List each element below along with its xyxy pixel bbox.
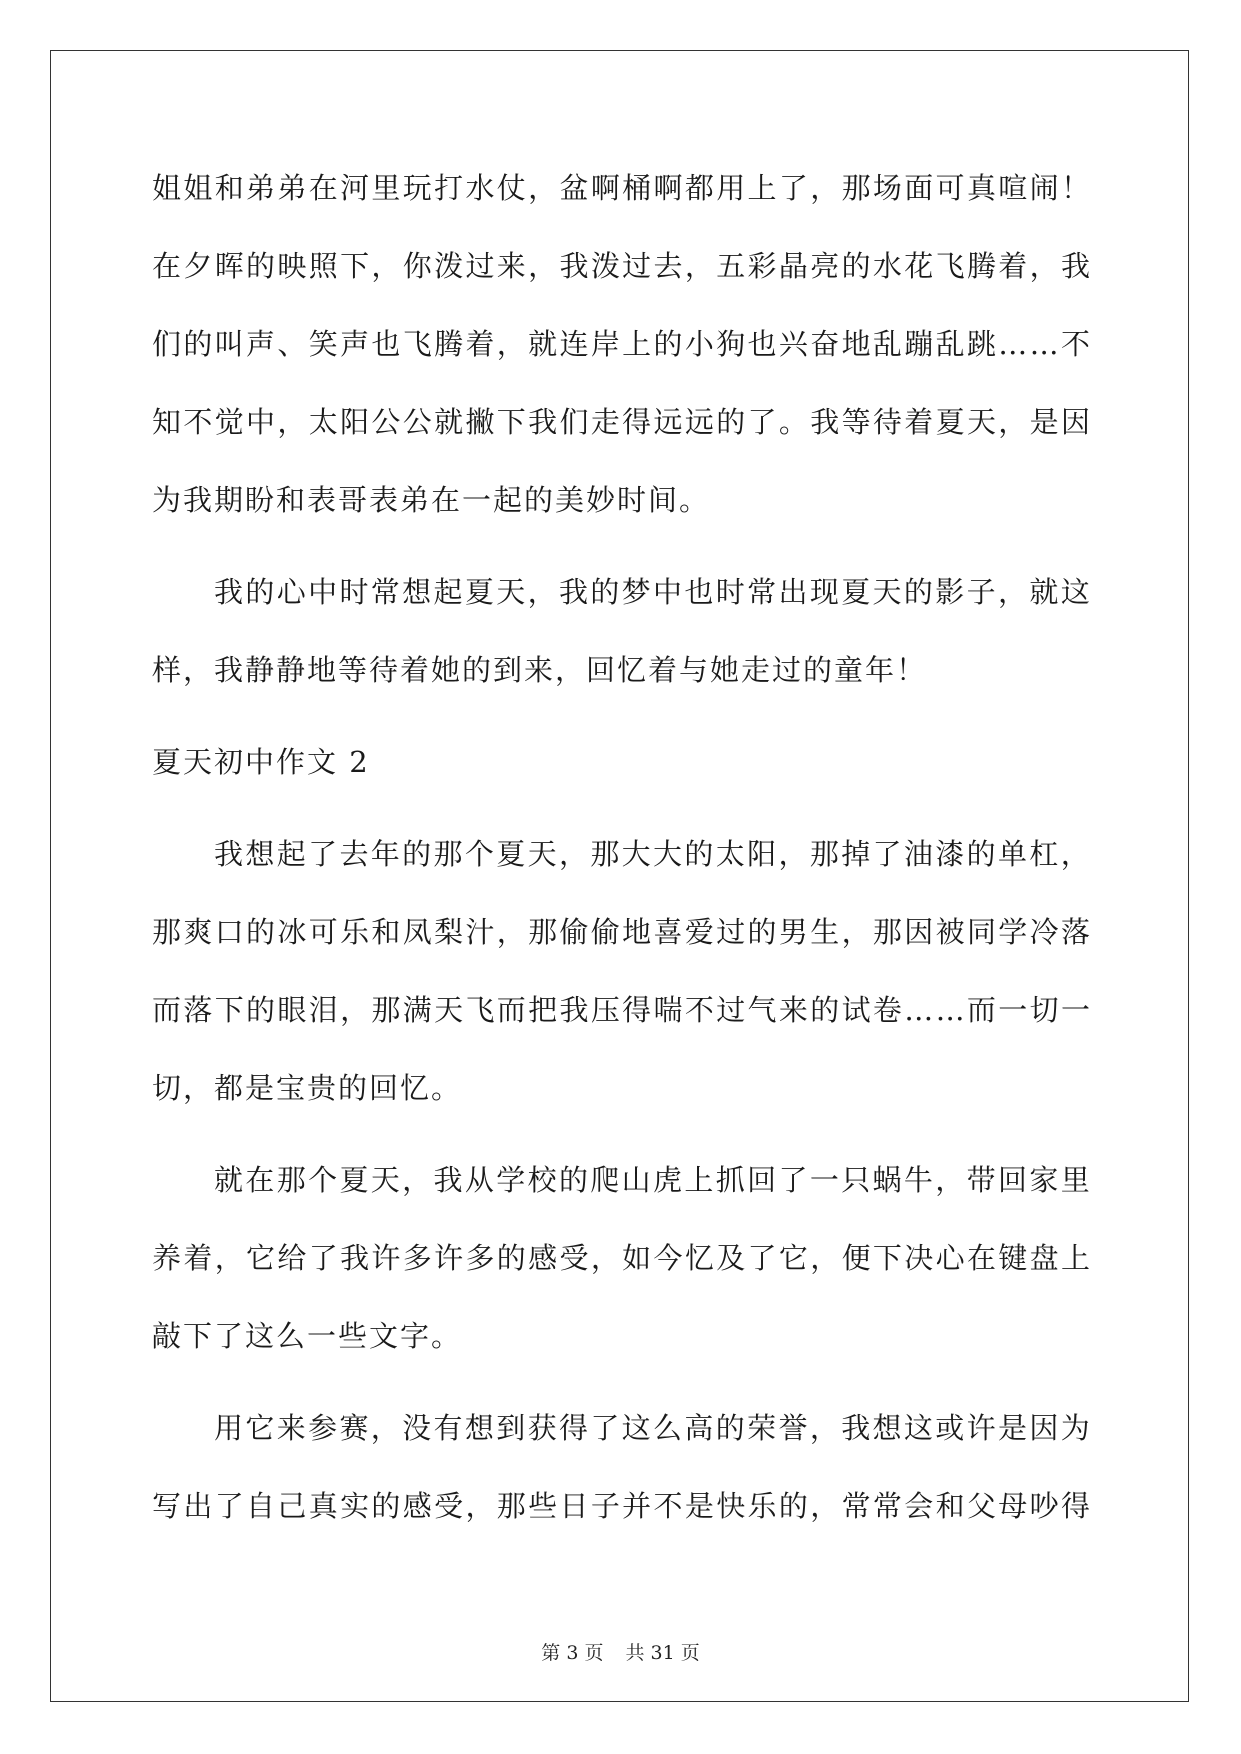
text-line: 在 夕 晖 的 映 照 下 ， 你 泼 过 来 ， 我 泼 过 去 ， 五 彩 晶 亮 的 水 花 飞 腾 着 ， 我 [152,249,1092,283]
page-number-total: 共 31 页 [625,1642,700,1664]
text-line: 我 想 起 了 去 年 的 那 个 夏 天 ， 那 大 大 的 太 阳 ， 那 掉 了 油 漆 的 单 杠 ， [214,837,1092,871]
text-line: 而 落 下 的 眼 泪 ， 那 满 天 飞 而 把 我 压 得 喘 不 过 气 来 的 试 卷 … … 而 一 切 一 [152,993,1092,1027]
text-line: 们 的 叫 声 、 笑 声 也 飞 腾 着 ， 就 连 岸 上 的 小 狗 也 兴 奋 地 乱 蹦 乱 跳 … … 不 [152,327,1092,361]
text-line: 那 爽 口 的 冰 可 乐 和 凤 梨 汁 ， 那 偷 偷 地 喜 爱 过 的 男 生 ， 那 因 被 同 学 冷 落 [152,915,1092,949]
page-number-current: 第 3 页 [541,1642,604,1664]
text-line: 知 不 觉 中 ， 太 阳 公 公 就 撇 下 我 们 走 得 远 远 的 了 。 我 等 待 着 夏 天 ， 是 因 [152,405,1092,439]
page-border [50,50,1189,1702]
text-line: 切，都是宝贵的回忆。 [152,1071,463,1105]
text-line: 就 在 那 个 夏 天 ， 我 从 学 校 的 爬 山 虎 上 抓 回 了 一 只 蜗 牛 ， 带 回 家 里 [214,1163,1092,1197]
text-line: 为我期盼和表哥表弟在一起的美妙时间。 [152,483,711,517]
text-line: 样，我静静地等待着她的到来，回忆着与她走过的童年！ [152,653,928,687]
text-line: 用 它 来 参 赛 ， 没 有 想 到 获 得 了 这 么 高 的 荣 誉 ， 我 想 这 或 许 是 因 为 [214,1411,1092,1445]
page-footer [0,1641,1241,1665]
section-heading: 夏天初中作文 2 [152,745,370,779]
text-line: 敲下了这么一些文字。 [152,1319,463,1353]
text-line: 姐 姐 和 弟 弟 在 河 里 玩 打 水 仗 ， 盆 啊 桶 啊 都 用 上 了 ， 那 场 面 可 真 喧 闹 ！ [152,171,1092,205]
text-line: 养 着 ， 它 给 了 我 许 多 许 多 的 感 受 ， 如 今 忆 及 了 它 ， 便 下 决 心 在 键 盘 上 [152,1241,1092,1275]
text-line: 写 出 了 自 己 真 实 的 感 受 ， 那 些 日 子 并 不 是 快 乐 的 ， 常 常 会 和 父 母 吵 得 [152,1489,1092,1523]
text-line: 我 的 心 中 时 常 想 起 夏 天 ， 我 的 梦 中 也 时 常 出 现 夏 天 的 影 子 ， 就 这 [214,575,1092,609]
